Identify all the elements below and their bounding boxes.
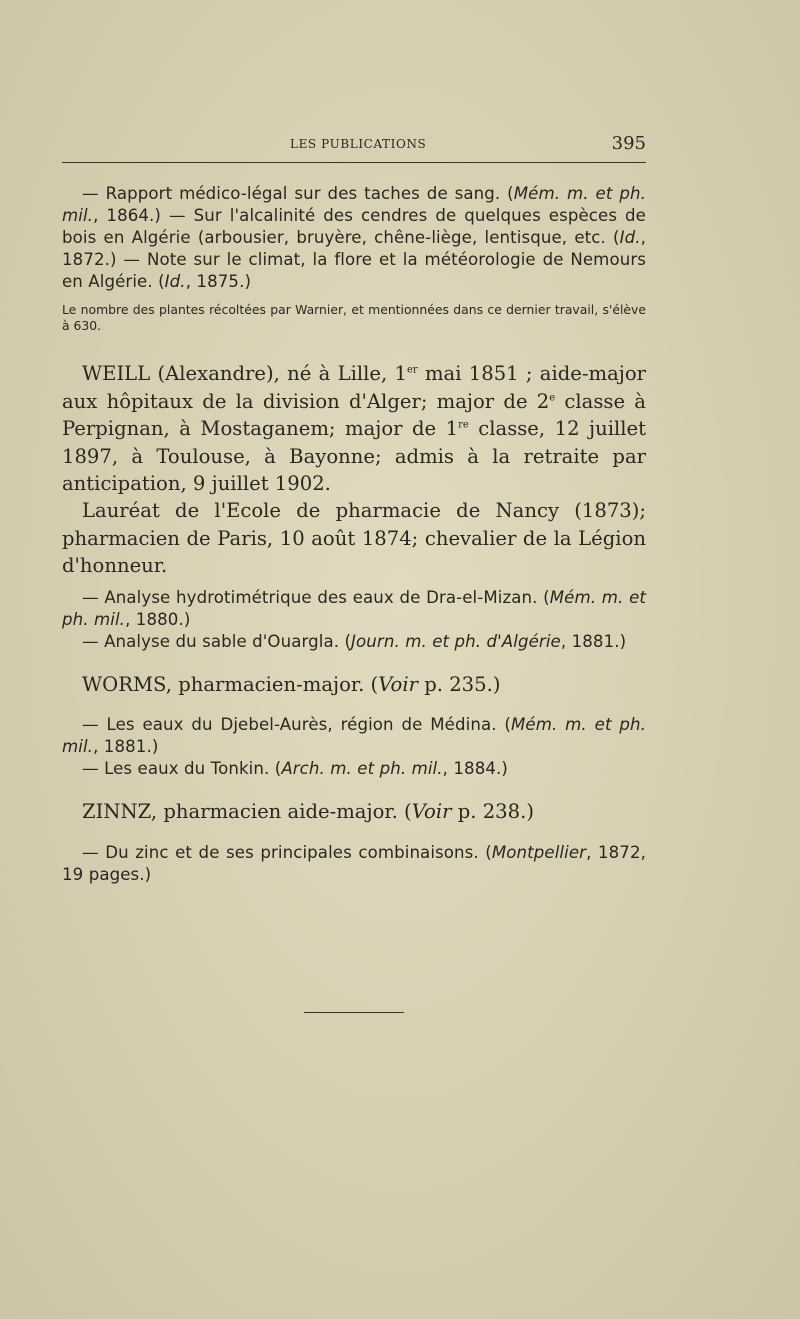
entry-zinnz-heading: ZINNZ, pharmacien aide-major. (Voir p. 238.): [82, 800, 534, 823]
zinnz-publication-1: — Du zinc et de ses principales combinaisons. (Montpellier, 1872, 19 pages.): [62, 843, 646, 884]
page-header: [62, 133, 646, 159]
book-page: [62, 0, 646, 1319]
weill-publication-2: — Analyse du sable d'Ouargla. (Journ. m. et ph. d'Algérie, 1881.): [82, 632, 627, 651]
paragraph-rapport: — Rapport médico-légal sur des taches de sang. (Mém. m. et ph. mil., 1864.) — Sur l'alcalinité des cendres de quelques espèces de bois en Algérie (arbousier, bruyère, chêne-liège, lentisque, etc. (Id., 1872.) — Note sur le climat, la flore et la météorologie de Nemours en Algérie. (Id., 1875.): [62, 184, 646, 291]
running-title: LES PUBLICATIONS: [290, 137, 427, 151]
page-number: 395: [611, 133, 646, 154]
entry-worms-heading: WORMS, pharmacien-major. (Voir p. 235.): [82, 673, 501, 696]
worms-publication-2: — Les eaux du Tonkin. (Arch. m. et ph. mil., 1884.): [82, 759, 508, 778]
worms-publication-1: — Les eaux du Djebel-Aurès, région de Médina. (Mém. m. et ph. mil., 1881.): [62, 715, 646, 756]
footnote-warnier: Le nombre des plantes récoltées par Warnier, et mentionnées dans ce dernier travail, s'élève à 630.: [62, 302, 646, 333]
weill-publication-1: — Analyse hydrotimétrique des eaux de Dra-el-Mizan. (Mém. m. et ph. mil., 1880.): [62, 588, 646, 629]
header-rule: [62, 162, 646, 163]
entry-weill-laureat: Lauréat de l'Ecole de pharmacie de Nancy (1873); pharmacien de Paris, 10 août 1874; chevalier de la Légion d'honneur.: [62, 499, 646, 577]
section-end-rule: [304, 1012, 404, 1013]
entry-weill-bio: WEILL (Alexandre), né à Lille, 1er mai 1851 ; aide-major aux hôpitaux de la division d'Alger; major de 2e classe à Perpignan, à Mostaganem; major de 1re classe, 12 juillet 1897, à Toulouse, à Bayonne; admis à la retraite par anticipation, 9 juillet 1902.: [62, 362, 646, 495]
